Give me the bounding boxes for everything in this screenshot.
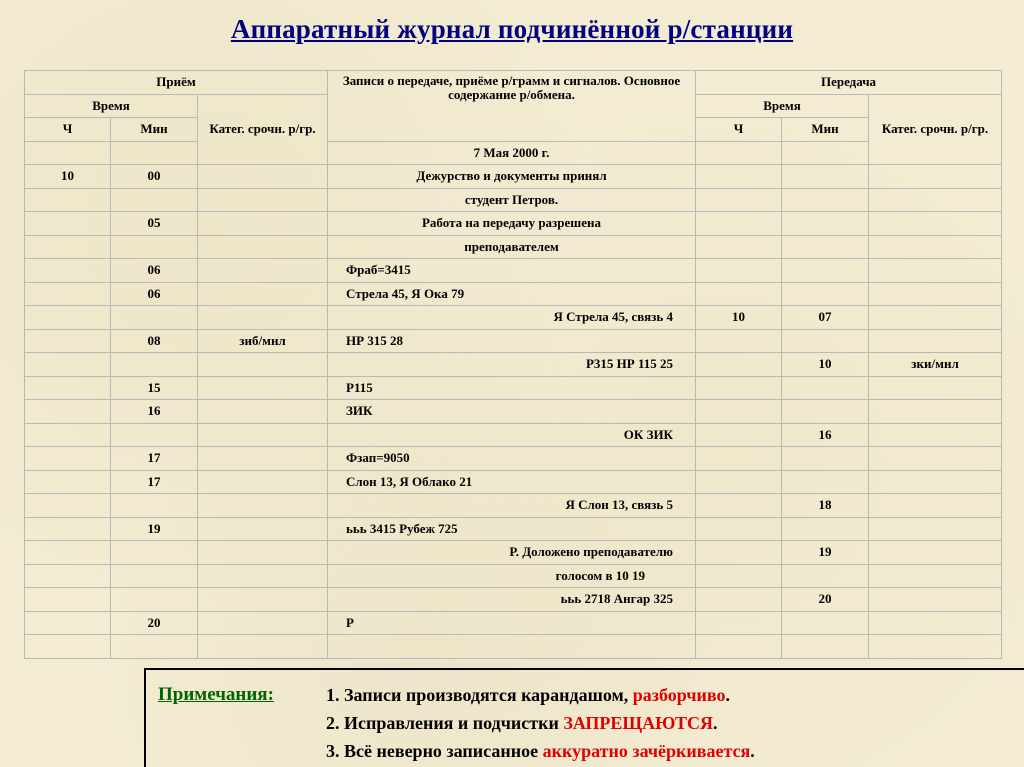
receive-category-cell xyxy=(198,353,328,377)
transmit-hour-cell xyxy=(696,259,782,283)
record-text-cell: преподавателем xyxy=(328,235,696,259)
transmit-header: Передача xyxy=(696,71,1002,95)
receive-minute-cell: 17 xyxy=(111,447,198,471)
transmit-minute-cell xyxy=(782,517,869,541)
receive-category-cell xyxy=(198,212,328,236)
transmit-hour-cell xyxy=(696,470,782,494)
transmit-hour-cell xyxy=(696,353,782,377)
transmit-minute-cell xyxy=(782,235,869,259)
receive-minute-cell xyxy=(111,494,198,518)
receive-hour-cell xyxy=(25,541,111,565)
receive-hour-header: Ч xyxy=(25,118,111,142)
radio-log-table xyxy=(24,70,1002,659)
transmit-minute-cell xyxy=(782,141,869,165)
notes-box xyxy=(144,668,1024,767)
table-row xyxy=(25,564,1002,588)
receive-category-cell xyxy=(198,447,328,471)
note-3-text: 3. Всё неверно записанное xyxy=(326,741,543,761)
receive-hour-cell xyxy=(25,306,111,330)
receive-hour-cell xyxy=(25,470,111,494)
receive-hour-cell xyxy=(25,588,111,612)
record-text-cell: ЗИК xyxy=(328,400,696,424)
transmit-hour-cell xyxy=(696,423,782,447)
receive-category-cell xyxy=(198,282,328,306)
transmit-hour-cell xyxy=(696,541,782,565)
receive-hour-cell xyxy=(25,282,111,306)
transmit-category-cell xyxy=(869,306,1002,330)
transmit-category-header: Катег. срочн. р/гр. xyxy=(869,94,1002,165)
receive-minute-cell xyxy=(111,353,198,377)
transmit-hour-cell xyxy=(696,212,782,236)
table-row xyxy=(25,212,1002,236)
receive-time-header: Время xyxy=(25,94,198,118)
transmit-category-cell xyxy=(869,423,1002,447)
receive-minute-cell: 17 xyxy=(111,470,198,494)
receive-hour-cell xyxy=(25,494,111,518)
receive-category-cell xyxy=(198,494,328,518)
receive-category-cell xyxy=(198,235,328,259)
transmit-minute-cell xyxy=(782,165,869,189)
receive-category-cell xyxy=(198,423,328,447)
record-text-cell: Р. Доложено преподавателю xyxy=(328,541,696,565)
note-2-text: 2. Исправления и подчистки xyxy=(326,713,564,733)
transmit-hour-header: Ч xyxy=(696,118,782,142)
table-row xyxy=(25,423,1002,447)
receive-hour-cell xyxy=(25,400,111,424)
transmit-hour-cell xyxy=(696,188,782,212)
transmit-category-cell: зки/мнл xyxy=(869,353,1002,377)
receive-hour-cell xyxy=(25,141,111,165)
transmit-category-cell xyxy=(869,165,1002,189)
transmit-category-cell xyxy=(869,447,1002,471)
record-text-cell: Р xyxy=(328,611,696,635)
receive-category-cell xyxy=(198,376,328,400)
table-row xyxy=(25,588,1002,612)
table-row xyxy=(25,165,1002,189)
receive-minute-cell: 08 xyxy=(111,329,198,353)
receive-minute-header: Мин xyxy=(111,118,198,142)
table-row xyxy=(25,141,1002,165)
receive-hour-cell xyxy=(25,235,111,259)
receive-category-header: Катег. срочн. р/гр. xyxy=(198,94,328,165)
table-row xyxy=(25,282,1002,306)
note-1-emphasis: разборчиво xyxy=(632,685,726,705)
table-row xyxy=(25,329,1002,353)
transmit-category-cell xyxy=(869,376,1002,400)
receive-minute-cell: 20 xyxy=(111,611,198,635)
transmit-minute-cell xyxy=(782,611,869,635)
transmit-minute-cell xyxy=(782,564,869,588)
record-text-cell: Фраб=3415 xyxy=(328,259,696,283)
page-title: Аппаратный журнал подчинённой р/станции xyxy=(230,14,794,44)
receive-minute-cell xyxy=(111,564,198,588)
note-3-emphasis: аккуратно зачёркивается xyxy=(542,741,751,761)
record-text-cell: ОК ЗИК xyxy=(328,423,696,447)
transmit-category-cell xyxy=(869,611,1002,635)
transmit-hour-cell xyxy=(696,611,782,635)
table-row xyxy=(25,400,1002,424)
receive-hour-cell: 10 xyxy=(25,165,111,189)
record-text-cell: Я Слон 13, связь 5 xyxy=(328,494,696,518)
table-row xyxy=(25,541,1002,565)
receive-minute-cell: 00 xyxy=(111,165,198,189)
receive-hour-cell xyxy=(25,564,111,588)
receive-category-cell xyxy=(198,188,328,212)
record-text-cell: Слон 13, Я Облако 21 xyxy=(328,470,696,494)
transmit-hour-cell xyxy=(696,447,782,471)
transmit-hour-cell xyxy=(696,517,782,541)
notes-label: Примечания: xyxy=(158,684,274,705)
receive-minute-cell: 06 xyxy=(111,282,198,306)
transmit-category-cell xyxy=(869,282,1002,306)
receive-minute-cell xyxy=(111,235,198,259)
receive-hour-cell xyxy=(25,517,111,541)
receive-hour-cell xyxy=(25,329,111,353)
transmit-minute-cell xyxy=(782,635,869,659)
transmit-minute-cell: 10 xyxy=(782,353,869,377)
note-1 xyxy=(326,685,730,706)
receive-category-cell xyxy=(198,588,328,612)
receive-category-cell xyxy=(198,400,328,424)
transmit-hour-cell xyxy=(696,141,782,165)
record-text-cell: Стрела 45, Я Ока 79 xyxy=(328,282,696,306)
receive-category-cell xyxy=(198,165,328,189)
transmit-category-cell xyxy=(869,470,1002,494)
record-text-cell: НР 315 28 xyxy=(328,329,696,353)
receive-minute-cell xyxy=(111,188,198,212)
receive-header: Приём xyxy=(25,71,328,95)
receive-minute-cell xyxy=(111,541,198,565)
transmit-minute-cell: 19 xyxy=(782,541,869,565)
transmit-minute-cell: 18 xyxy=(782,494,869,518)
receive-minute-cell: 05 xyxy=(111,212,198,236)
receive-hour-cell xyxy=(25,212,111,236)
transmit-category-cell xyxy=(869,517,1002,541)
transmit-category-cell xyxy=(869,588,1002,612)
receive-category-cell xyxy=(198,635,328,659)
record-text-cell: Я Стрела 45, связь 4 xyxy=(328,306,696,330)
records-header: Записи о передаче, приёме р/грамм и сигналов. Основное содержание р/обмена. xyxy=(328,71,696,142)
transmit-minute-cell xyxy=(782,329,869,353)
receive-category-cell xyxy=(198,564,328,588)
receive-category-cell xyxy=(198,541,328,565)
transmit-minute-cell xyxy=(782,447,869,471)
record-text-cell: ььь 3415 Рубеж 725 xyxy=(328,517,696,541)
transmit-hour-cell xyxy=(696,282,782,306)
transmit-hour-cell xyxy=(696,494,782,518)
note-2-emphasis: ЗАПРЕЩАЮТСЯ xyxy=(563,713,714,733)
transmit-category-cell xyxy=(869,188,1002,212)
receive-category-cell xyxy=(198,611,328,635)
transmit-minute-cell xyxy=(782,259,869,283)
header-row-1 xyxy=(25,71,1002,95)
transmit-minute-cell xyxy=(782,376,869,400)
transmit-minute-cell xyxy=(782,188,869,212)
note-3 xyxy=(326,741,755,762)
note-3-end: . xyxy=(750,741,755,761)
receive-category-cell xyxy=(198,517,328,541)
note-1-text: 1. Записи производятся карандашом, xyxy=(326,685,633,705)
table-row xyxy=(25,635,1002,659)
receive-minute-cell: 16 xyxy=(111,400,198,424)
receive-minute-cell xyxy=(111,635,198,659)
table-row xyxy=(25,494,1002,518)
transmit-hour-cell xyxy=(696,329,782,353)
transmit-hour-cell xyxy=(696,235,782,259)
receive-hour-cell xyxy=(25,376,111,400)
transmit-minute-header: Мин xyxy=(782,118,869,142)
transmit-minute-cell xyxy=(782,400,869,424)
receive-category-cell xyxy=(198,470,328,494)
receive-minute-cell: 15 xyxy=(111,376,198,400)
transmit-minute-cell: 07 xyxy=(782,306,869,330)
transmit-hour-cell xyxy=(696,376,782,400)
transmit-category-cell xyxy=(869,212,1002,236)
record-text-cell: голосом в 10 19 xyxy=(328,564,696,588)
record-text-cell: ььь 2718 Ангар 325 xyxy=(328,588,696,612)
transmit-time-header: Время xyxy=(696,94,869,118)
table-row xyxy=(25,447,1002,471)
record-text-cell: Фзап=9050 xyxy=(328,447,696,471)
receive-hour-cell xyxy=(25,259,111,283)
receive-hour-cell xyxy=(25,611,111,635)
receive-hour-cell xyxy=(25,423,111,447)
record-text-cell: Дежурство и документы принял xyxy=(328,165,696,189)
receive-hour-cell xyxy=(25,353,111,377)
transmit-minute-cell: 16 xyxy=(782,423,869,447)
receive-minute-cell xyxy=(111,306,198,330)
record-text-cell: Р315 НР 115 25 xyxy=(328,353,696,377)
transmit-category-cell xyxy=(869,564,1002,588)
table-row xyxy=(25,259,1002,283)
transmit-category-cell xyxy=(869,541,1002,565)
receive-minute-cell xyxy=(111,141,198,165)
receive-hour-cell xyxy=(25,188,111,212)
receive-hour-cell xyxy=(25,447,111,471)
transmit-minute-cell xyxy=(782,282,869,306)
transmit-hour-cell: 10 xyxy=(696,306,782,330)
transmit-hour-cell xyxy=(696,588,782,612)
transmit-minute-cell: 20 xyxy=(782,588,869,612)
transmit-category-cell xyxy=(869,400,1002,424)
receive-minute-cell: 06 xyxy=(111,259,198,283)
table-row xyxy=(25,188,1002,212)
receive-category-cell xyxy=(198,259,328,283)
receive-category-cell: зиб/мнл xyxy=(198,329,328,353)
table-row xyxy=(25,517,1002,541)
transmit-hour-cell xyxy=(696,635,782,659)
transmit-category-cell xyxy=(869,494,1002,518)
receive-minute-cell: 19 xyxy=(111,517,198,541)
transmit-category-cell xyxy=(869,235,1002,259)
record-text-cell: студент Петров. xyxy=(328,188,696,212)
table-row xyxy=(25,306,1002,330)
transmit-category-cell xyxy=(869,259,1002,283)
transmit-hour-cell xyxy=(696,165,782,189)
transmit-minute-cell xyxy=(782,212,869,236)
table-row xyxy=(25,611,1002,635)
note-1-end: . xyxy=(725,685,730,705)
transmit-category-cell xyxy=(869,635,1002,659)
table-row xyxy=(25,235,1002,259)
receive-hour-cell xyxy=(25,635,111,659)
transmit-hour-cell xyxy=(696,564,782,588)
record-text-cell: 7 Мая 2000 г. xyxy=(328,141,696,165)
transmit-minute-cell xyxy=(782,470,869,494)
table-row xyxy=(25,470,1002,494)
receive-minute-cell xyxy=(111,588,198,612)
receive-category-cell xyxy=(198,306,328,330)
note-2-end: . xyxy=(713,713,718,733)
transmit-hour-cell xyxy=(696,400,782,424)
table-row xyxy=(25,353,1002,377)
receive-minute-cell xyxy=(111,423,198,447)
table-row xyxy=(25,376,1002,400)
record-text-cell: Р115 xyxy=(328,376,696,400)
note-2 xyxy=(326,713,718,734)
transmit-category-cell xyxy=(869,329,1002,353)
record-text-cell: Работа на передачу разрешена xyxy=(328,212,696,236)
record-text-cell xyxy=(328,635,696,659)
